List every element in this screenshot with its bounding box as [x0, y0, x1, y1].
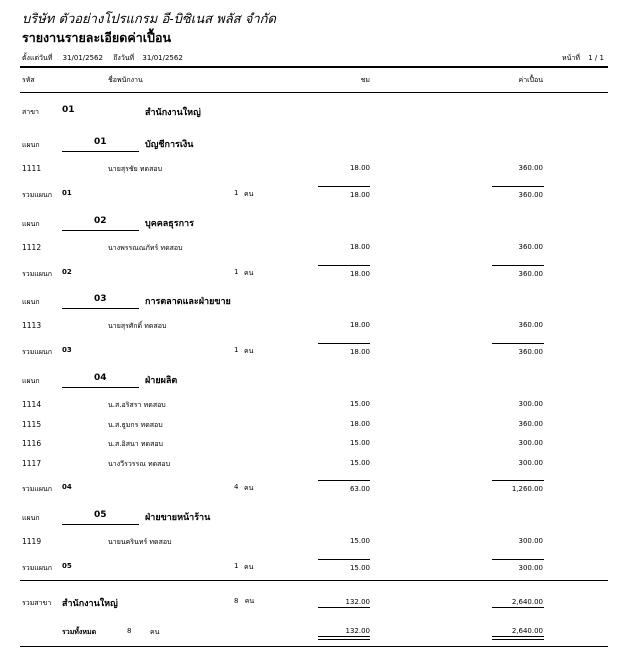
- dept-total-hours-rule: [318, 480, 370, 481]
- employee-name: นายนครินทร์ ทดสอบ: [108, 538, 172, 546]
- dept-name: ฝ่ายขายหน้าร้าน: [145, 513, 211, 523]
- employee-name: นางวีรวรรณ ทดสอบ: [108, 459, 171, 468]
- dept-total-code: 01: [62, 188, 72, 197]
- dept-total-hours: 15.00: [349, 563, 370, 572]
- dept-total-code: 02: [62, 267, 72, 276]
- dept-total-count: 1: [234, 188, 239, 197]
- page-value: 1 / 1: [588, 54, 604, 62]
- dept-total-hours-rule: [318, 343, 370, 344]
- dept-total-amount: 360.00: [518, 190, 543, 199]
- grand-total-count: 8: [127, 627, 132, 635]
- header-bottom-rule: [20, 92, 608, 93]
- dept-total-hours-rule: [318, 265, 370, 266]
- dept-total-label: รวมแผนก: [22, 269, 52, 278]
- dept-total-count: 1: [234, 345, 239, 354]
- employee-amount: 360.00: [518, 243, 543, 251]
- col-code-header: รหัส: [22, 76, 35, 84]
- to-label: ถึงวันที่: [113, 54, 135, 62]
- branch-total-name: สำนักงานใหญ่: [62, 599, 118, 609]
- from-label: ตั้งแต่วันที่: [22, 54, 53, 62]
- grand-total-hours: 132.00: [345, 627, 370, 635]
- dept-total-label: รวมแผนก: [22, 190, 52, 199]
- dept-total-unit: คน: [244, 484, 254, 492]
- branch-total-amount-underline: [492, 607, 544, 608]
- employee-name: น.ส.อิสนา ทดสอบ: [108, 440, 164, 448]
- branch-total-rule: [20, 580, 608, 581]
- dept-total-amount: 360.00: [518, 269, 543, 278]
- dept-total-amount: 300.00: [518, 563, 543, 572]
- branch-label: สาขา: [22, 108, 39, 116]
- employee-hours: 18.00: [349, 243, 370, 251]
- dept-code-underline: [62, 524, 139, 525]
- dept-name: ฝ่ายผลิต: [145, 376, 178, 386]
- employee-hours: 15.00: [349, 537, 370, 545]
- dept-total-unit: คน: [244, 268, 254, 277]
- from-date: 31/01/2562: [62, 54, 103, 62]
- dept-label: แผนก: [22, 220, 40, 228]
- dept-total-hours-rule: [318, 559, 370, 560]
- dept-total-amount-rule: [492, 480, 544, 481]
- dept-total-code: 05: [62, 561, 72, 570]
- header-top-rule: [20, 66, 608, 68]
- dept-code-underline: [62, 308, 139, 309]
- branch-name: สำนักงานใหญ่: [145, 108, 201, 118]
- col-hours-header: ชม: [360, 76, 370, 84]
- grand-total-unit: คน: [150, 628, 160, 636]
- dept-total-amount: 1,260.00: [511, 485, 543, 493]
- employee-amount: 360.00: [518, 419, 543, 428]
- employee-code: 1115: [22, 419, 42, 429]
- dept-code-underline: [62, 151, 139, 152]
- employee-hours: 15.00: [349, 400, 370, 408]
- dept-total-amount-rule: [492, 265, 544, 266]
- employee-amount: 300.00: [518, 439, 543, 447]
- page-indicator: [562, 53, 604, 64]
- employee-amount: 360.00: [518, 321, 543, 329]
- employee-hours: 18.00: [349, 419, 370, 428]
- dept-name: บัญชีการเงิน: [145, 140, 194, 150]
- dept-total-code: 03: [62, 345, 72, 354]
- employee-code: 1113: [22, 321, 42, 330]
- report-title: รายงานรายละเอียดค่าเปื้อน: [22, 30, 172, 45]
- branch-total-amount: 2,640.00: [511, 598, 543, 606]
- employee-hours: 15.00: [349, 458, 370, 467]
- dept-total-label: รวมแผนก: [22, 563, 52, 572]
- employee-hours: 18.00: [349, 321, 370, 329]
- dept-label: แผนก: [22, 141, 40, 149]
- employee-code: 1119: [22, 537, 42, 546]
- dept-total-label: รวมแผนก: [22, 485, 52, 493]
- branch-code: 01: [62, 105, 75, 115]
- employee-amount: 300.00: [518, 400, 543, 408]
- dept-label: แผนก: [22, 514, 40, 522]
- dept-total-hours: 63.00: [349, 485, 370, 493]
- dept-total-count: 1: [234, 561, 239, 570]
- dept-code: 05: [94, 510, 107, 520]
- date-range: [22, 53, 183, 64]
- employee-hours: 15.00: [349, 439, 370, 447]
- footer-rule: [20, 646, 608, 647]
- dept-code-underline: [62, 387, 139, 388]
- dept-code: 04: [94, 373, 107, 383]
- dept-total-amount-rule: [492, 559, 544, 560]
- dept-name: บุคคลธุรการ: [145, 219, 194, 229]
- dept-total-amount-rule: [492, 186, 544, 187]
- dept-total-unit: คน: [244, 189, 254, 198]
- employee-code: 1114: [22, 400, 42, 409]
- dept-label: แผนก: [22, 377, 40, 385]
- branch-total-hours: 132.00: [345, 598, 370, 606]
- to-date: 31/01/2562: [142, 54, 183, 62]
- page-label: หน้าที่: [562, 54, 580, 62]
- dept-total-hours: 18.00: [349, 347, 370, 356]
- branch-total-unit: คน: [244, 597, 255, 605]
- dept-code: 01: [94, 137, 107, 147]
- employee-code: 1117: [22, 458, 42, 468]
- grand-total-label: รวมทั้งหมด: [62, 628, 97, 636]
- branch-total-count: [234, 596, 254, 607]
- employee-amount: 300.00: [518, 458, 543, 467]
- employee-name: นายสุรชัย ทดสอบ: [108, 165, 163, 173]
- col-amount-header: ค่าเปื้อน: [518, 76, 543, 84]
- dept-total-hours: 18.00: [349, 190, 370, 199]
- dept-code: 02: [94, 216, 107, 226]
- branch-total-count-value: 8: [234, 597, 239, 605]
- employee-amount: 300.00: [518, 537, 543, 545]
- employee-name: น.ส.ธูมกร ทดสอบ: [108, 420, 163, 429]
- dept-code: 03: [94, 294, 107, 304]
- dept-total-amount-rule: [492, 343, 544, 344]
- dept-total-code: 04: [62, 483, 72, 491]
- dept-total-amount: 360.00: [518, 347, 543, 356]
- dept-total-count: 4: [234, 483, 239, 491]
- grand-total-hours-double-underline: [318, 636, 370, 640]
- dept-total-unit: คน: [244, 562, 254, 571]
- company-name: บริษัท ตัวอย่างโปรแกรม อี-บิซิเนส พลัส จำกัด: [22, 12, 276, 27]
- branch-total-label: รวมสาขา: [22, 599, 52, 607]
- dept-total-label: รวมแผนก: [22, 347, 52, 356]
- dept-code-underline: [62, 230, 139, 231]
- branch-total-hours-underline: [318, 607, 370, 608]
- dept-total-hours: 18.00: [349, 269, 370, 278]
- grand-total-amount-double-underline: [492, 636, 544, 640]
- dept-total-count: 1: [234, 267, 239, 276]
- grand-total-amount: 2,640.00: [511, 627, 543, 635]
- dept-total-unit: คน: [244, 346, 254, 355]
- dept-label: แผนก: [22, 298, 40, 306]
- dept-name: การตลาดและฝ่ายขาย: [145, 297, 231, 307]
- employee-amount: 360.00: [518, 164, 543, 172]
- employee-name: นายสุรศักดิ์ ทดสอบ: [108, 322, 167, 330]
- employee-code: 1112: [22, 243, 42, 252]
- dept-total-hours-rule: [318, 186, 370, 187]
- employee-code: 1116: [22, 439, 42, 448]
- employee-hours: 18.00: [349, 164, 370, 172]
- col-name-header: ชื่อพนักงาน: [108, 76, 143, 84]
- employee-name: น.ส.อริสรา ทดสอบ: [108, 401, 166, 409]
- employee-name: นางพรรณณภัทร์ ทดสอบ: [108, 244, 183, 252]
- employee-code: 1111: [22, 164, 42, 173]
